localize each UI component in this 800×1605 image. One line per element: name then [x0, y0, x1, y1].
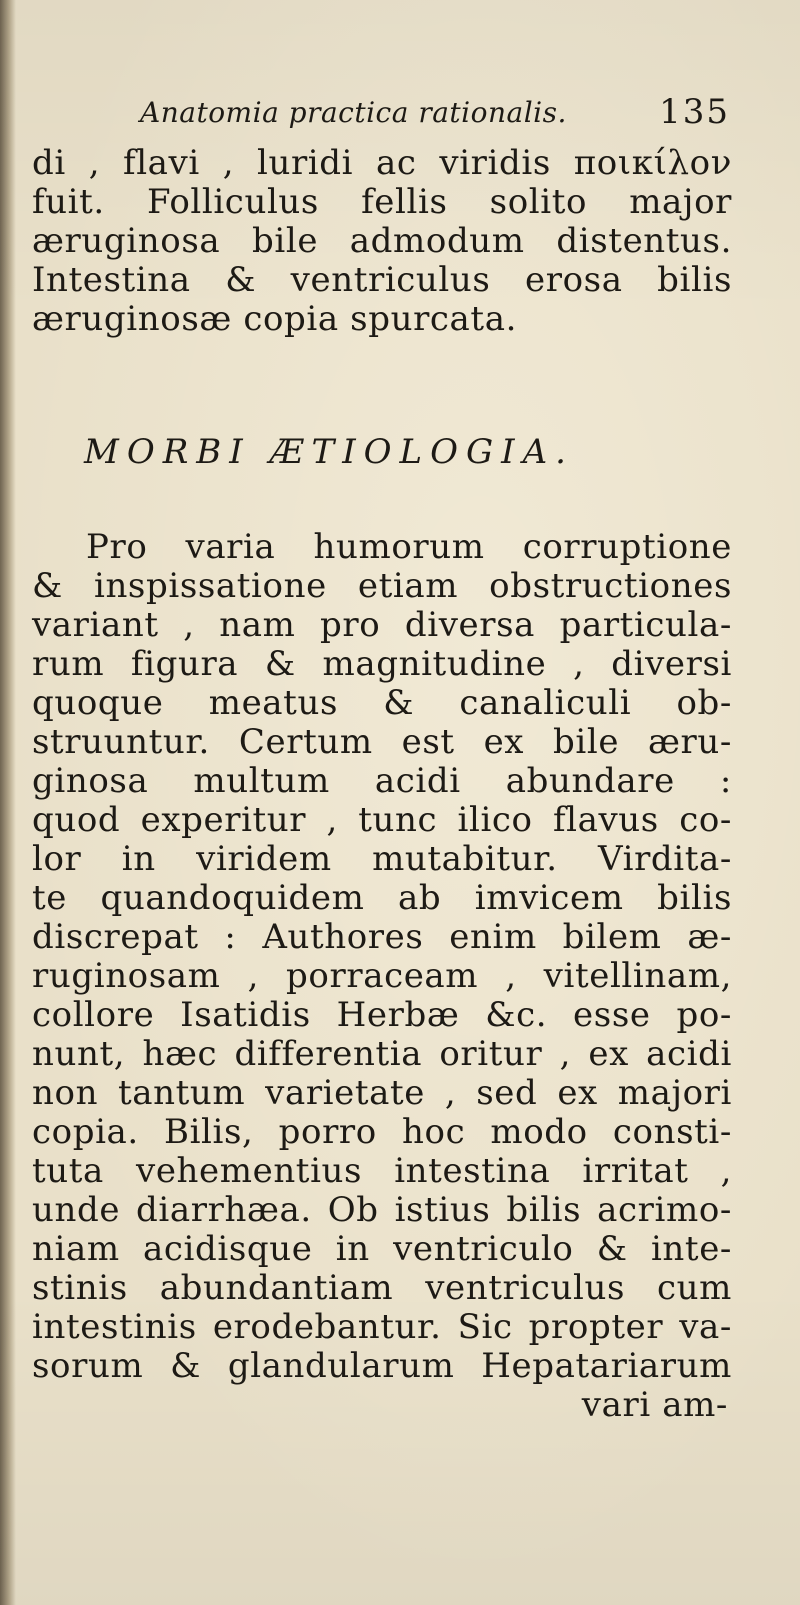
text-line: quoque meatus & canaliculi ob-: [32, 683, 732, 723]
running-title: Anatomia practica rationalis.: [140, 96, 567, 129]
text-line: discrepat : Authores enim bilem æ-: [32, 917, 732, 957]
page-number: 135: [659, 92, 730, 132]
paragraph-anatomy-findings: [32, 144, 732, 339]
text-line: struuntur. Certum est ex bile æru-: [32, 722, 732, 762]
text-line: non tantum varietate , sed ex majori: [32, 1073, 732, 1113]
text-line: nunt, hæc differentia oritur , ex acidi: [32, 1034, 732, 1074]
text-line: æruginosæ copia spurcata.: [32, 299, 517, 339]
text-line: sorum & glandularum Hepatariarum: [32, 1346, 732, 1386]
running-head: [140, 90, 730, 140]
text-line: unde diarrhæa. Ob istius bilis acrimo-: [32, 1190, 732, 1230]
text-line: te quandoquidem ab imvicem bilis: [32, 878, 732, 918]
text-line: & inspissatione etiam obstructiones: [32, 566, 732, 606]
text-line: niam acidisque in ventriculo & inte-: [32, 1229, 732, 1269]
text-line: tuta vehementius intestina irritat ,: [32, 1151, 732, 1191]
text-line: variant , nam pro diversa particula-: [32, 605, 732, 645]
text-line: Pro varia humorum corruptione: [86, 527, 732, 567]
text-line: fuit. Folliculus fellis solito major: [32, 182, 732, 222]
text-line: quod experitur , tunc ilico flavus co-: [32, 800, 732, 840]
section-heading: MORBI ÆTIOLOGIA.: [84, 432, 574, 472]
paragraph-aetiology: [32, 528, 732, 1425]
text-line: rum figura & magnitudine , diversi: [32, 644, 732, 684]
text-line: ruginosam , porraceam , vitellinam,: [32, 956, 732, 996]
text-line: Intestina & ventriculus erosa bilis: [32, 260, 732, 300]
text-line: di , flavi , luridi ac viridis ποικίλον: [32, 143, 732, 183]
text-line: ginosa multum acidi abundare :: [32, 761, 732, 801]
text-line: collore Isatidis Herbæ &c. esse po-: [32, 995, 732, 1035]
text-line: copia. Bilis, porro hoc modo consti-: [32, 1112, 732, 1152]
text-line: stinis abundantiam ventriculus cum: [32, 1268, 732, 1308]
catchword: vari am-: [581, 1385, 728, 1425]
text-line: intestinis erodebantur. Sic propter va-: [32, 1307, 732, 1347]
text-line: lor in viridem mutabitur. Virdita-: [32, 839, 732, 879]
text-line: æruginosa bile admodum distentus.: [32, 221, 732, 261]
